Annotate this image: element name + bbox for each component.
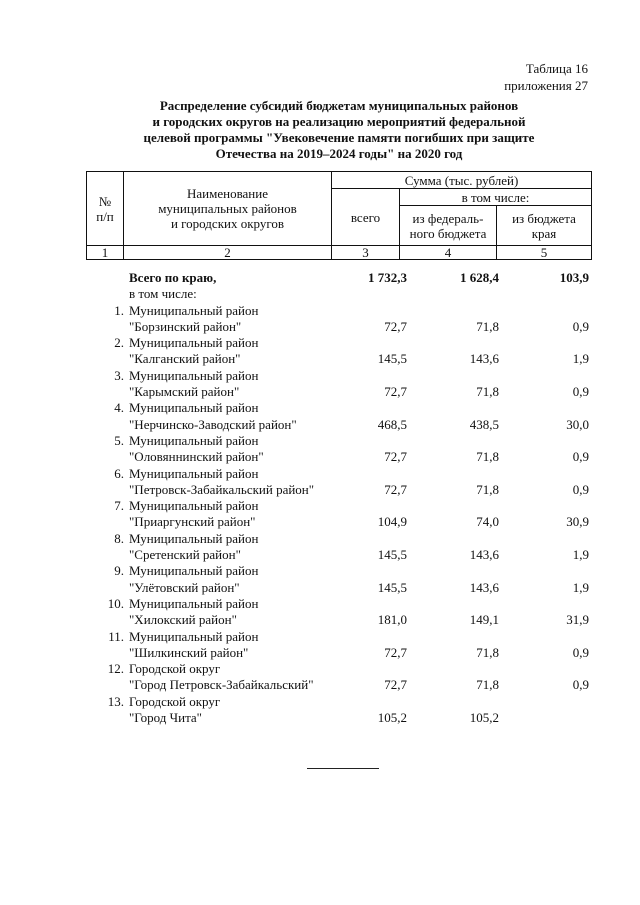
header-name-line: и городских округов <box>170 216 285 231</box>
row-regional: 0,9 <box>572 677 589 693</box>
header-num-bottom: п/п <box>96 208 114 224</box>
row-regional: 31,9 <box>566 612 589 628</box>
row-regional: 1,9 <box>572 579 589 595</box>
row-federal: 71,8 <box>476 481 499 497</box>
row-total: 72,7 <box>384 318 407 334</box>
totals-total: 1 732,3 <box>368 270 407 285</box>
row-total: 72,7 <box>384 677 407 693</box>
totals-row <box>86 270 591 286</box>
row-type: Муниципальный район <box>129 498 259 514</box>
row-total: 72,7 <box>384 384 407 400</box>
totals-regional: 103,9 <box>559 270 589 285</box>
row-type: Муниципальный район <box>129 302 259 318</box>
table-row-values <box>86 351 591 367</box>
table-row <box>86 563 591 579</box>
title-line: Отечества на 2019–2024 годы" на 2020 год <box>215 146 463 161</box>
col-number: 2 <box>124 246 332 260</box>
header-total: всего <box>332 189 400 246</box>
row-type: Городской округ <box>129 693 221 709</box>
table-row <box>86 466 591 482</box>
totals-label: Всего по краю, <box>129 270 217 285</box>
row-total: 104,9 <box>377 514 407 530</box>
row-regional: 1,9 <box>572 547 589 563</box>
row-regional: 30,9 <box>566 514 589 530</box>
row-number: 7. <box>114 498 124 514</box>
row-name: "Нерчинско-Заводский район" <box>129 416 297 432</box>
table-row <box>86 596 591 612</box>
footer-rule <box>307 768 379 769</box>
row-total: 145,5 <box>377 351 407 367</box>
row-federal: 143,6 <box>469 579 499 595</box>
table-row-values <box>86 645 591 661</box>
row-number: 5. <box>114 432 124 448</box>
table-row <box>86 335 591 351</box>
table-header <box>86 171 592 260</box>
row-name: "Приаргунский район" <box>129 514 256 530</box>
row-type: Муниципальный район <box>129 432 259 448</box>
header-name-line: муниципальных районов <box>158 201 297 216</box>
row-regional: 0,9 <box>572 644 589 660</box>
header-sum: Сумма (тыс. рублей) <box>332 172 592 189</box>
title-line: Распределение субсидий бюджетам муниципальных районов <box>159 98 519 113</box>
table-row-values <box>86 384 591 400</box>
table-row <box>86 303 591 319</box>
header-federal-line: ного бюджета <box>409 225 487 241</box>
row-type: Муниципальный район <box>129 367 259 383</box>
table-row <box>86 531 591 547</box>
row-regional: 0,9 <box>572 318 589 334</box>
row-name: "Калганский район" <box>129 351 241 367</box>
row-name: "Карымский район" <box>129 384 240 400</box>
row-federal: 74,0 <box>476 514 499 530</box>
row-number: 2. <box>114 335 124 351</box>
col-number: 1 <box>87 246 124 260</box>
row-number: 12. <box>107 661 124 677</box>
row-total: 72,7 <box>384 449 407 465</box>
row-total: 145,5 <box>377 547 407 563</box>
incl-label: в том числе: <box>129 286 197 302</box>
row-total: 105,2 <box>377 710 407 726</box>
row-name: "Хилокский район" <box>129 612 237 628</box>
table-row <box>86 694 591 710</box>
row-regional: 0,9 <box>572 481 589 497</box>
header-name <box>124 172 332 246</box>
header-name-line: Наименование <box>187 186 268 201</box>
table-row <box>86 498 591 514</box>
table-number: Таблица 16 <box>525 61 588 76</box>
table-row-values <box>86 319 591 335</box>
table-row-values <box>86 547 591 563</box>
table-row <box>86 368 591 384</box>
row-federal: 71,8 <box>476 644 499 660</box>
row-number: 9. <box>114 563 124 579</box>
row-name: "Борзинский район" <box>129 318 242 334</box>
row-name: "Город Петровск-Забайкальский" <box>129 677 314 693</box>
row-federal: 143,6 <box>469 547 499 563</box>
col-number: 4 <box>400 246 497 260</box>
appendix-number: приложения 27 <box>504 78 588 93</box>
table-row-values <box>86 580 591 596</box>
table-row-values <box>86 677 591 693</box>
row-type: Муниципальный район <box>129 335 259 351</box>
header-num-top: № <box>98 193 112 209</box>
row-total: 72,7 <box>384 644 407 660</box>
row-number: 8. <box>114 530 124 546</box>
row-name: "Сретенский район" <box>129 547 241 563</box>
row-regional: 0,9 <box>572 384 589 400</box>
row-name: "Оловяннинский район" <box>129 449 264 465</box>
table-row-values <box>86 449 591 465</box>
header-incl: в том числе: <box>400 189 592 206</box>
table-row <box>86 661 591 677</box>
row-name: "Улётовский район" <box>129 579 240 595</box>
row-federal: 105,2 <box>469 710 499 726</box>
row-regional: 1,9 <box>572 351 589 367</box>
row-name: "Шилкинский район" <box>129 644 249 660</box>
row-name: "Город Чита" <box>129 710 202 726</box>
table-body <box>86 270 591 726</box>
row-type: Муниципальный район <box>129 465 259 481</box>
row-type: Муниципальный район <box>129 563 259 579</box>
header-regional-line: из бюджета <box>512 210 576 226</box>
row-federal: 71,8 <box>476 384 499 400</box>
row-federal: 143,6 <box>469 351 499 367</box>
row-type: Муниципальный район <box>129 595 259 611</box>
table-row <box>86 629 591 645</box>
row-number: 13. <box>107 693 124 709</box>
row-type: Городской округ <box>129 661 221 677</box>
title-line: целевой программы "Увековечение памяти погибших при защите <box>143 130 535 145</box>
row-number: 4. <box>114 400 124 416</box>
table-row-values <box>86 612 591 628</box>
row-type: Муниципальный район <box>129 530 259 546</box>
col-number: 5 <box>497 246 592 260</box>
row-federal: 438,5 <box>469 416 499 432</box>
row-regional: 30,0 <box>566 416 589 432</box>
row-federal: 71,8 <box>476 318 499 334</box>
table-row <box>86 433 591 449</box>
header-num <box>87 172 124 246</box>
header-federal-line: из федераль- <box>412 210 484 226</box>
row-federal: 71,8 <box>476 449 499 465</box>
row-total: 181,0 <box>377 612 407 628</box>
row-total: 72,7 <box>384 481 407 497</box>
row-type: Муниципальный район <box>129 400 259 416</box>
row-type: Муниципальный район <box>129 628 259 644</box>
table-row-values <box>86 710 591 726</box>
row-number: 11. <box>108 628 124 644</box>
header-regional-line: края <box>531 225 557 241</box>
header-regional <box>497 206 592 246</box>
totals-federal: 1 628,4 <box>460 270 499 285</box>
page-title <box>104 98 574 162</box>
title-line: и городских округов на реализацию мероприятий федеральной <box>152 114 526 129</box>
row-total: 468,5 <box>377 416 407 432</box>
row-number: 6. <box>114 465 124 481</box>
table-row-values <box>86 514 591 530</box>
table-reference <box>504 60 588 94</box>
row-regional: 0,9 <box>572 449 589 465</box>
header-federal <box>400 206 497 246</box>
table-row-values <box>86 482 591 498</box>
row-name: "Петровск-Забайкальский район" <box>129 481 315 497</box>
row-number: 10. <box>107 595 124 611</box>
table-row-values <box>86 417 591 433</box>
row-federal: 149,1 <box>469 612 499 628</box>
row-number: 1. <box>114 302 124 318</box>
row-number: 3. <box>114 367 124 383</box>
table-row <box>86 400 591 416</box>
row-federal: 71,8 <box>476 677 499 693</box>
col-number: 3 <box>332 246 400 260</box>
incl-row <box>86 286 591 302</box>
row-total: 145,5 <box>377 579 407 595</box>
